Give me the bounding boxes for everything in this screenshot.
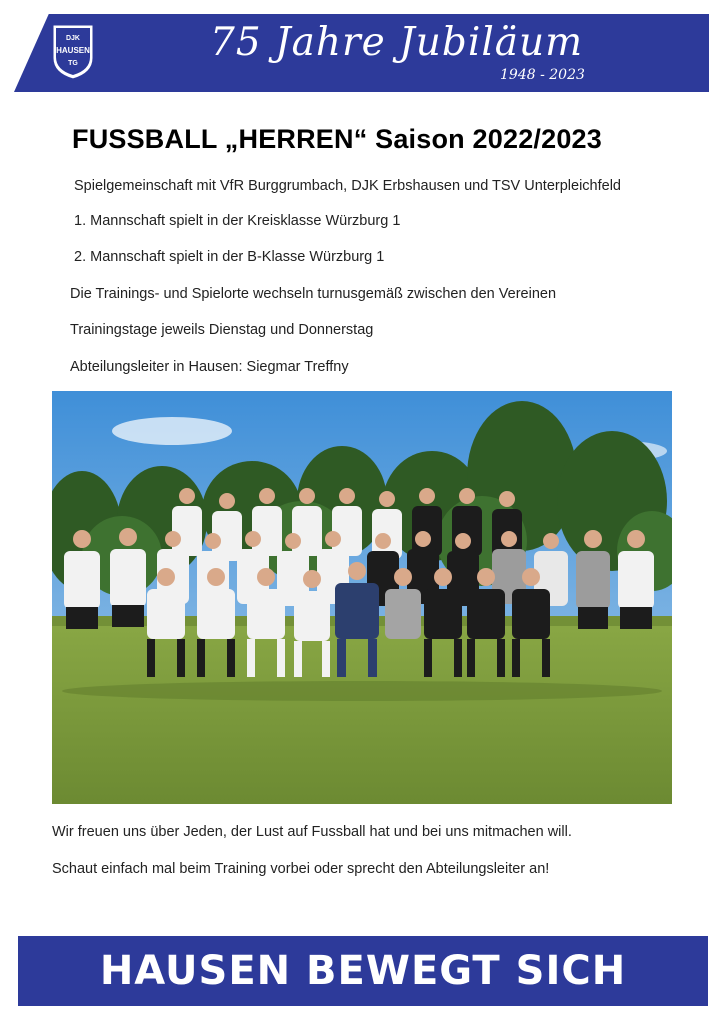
svg-text:HAUSEN: HAUSEN	[56, 46, 90, 55]
team-photo	[52, 391, 672, 804]
info-line-first-team: 1. Mannschaft spielt in der Kreisklasse Würzburg 1	[74, 213, 401, 229]
info-line-second-team: 2. Mannschaft spielt in der B-Klasse Würzburg 1	[74, 249, 385, 265]
jubilee-years: 1948 - 2023	[500, 67, 585, 83]
closing-line-invite: Wir freuen uns über Jeden, der Lust auf Fussball hat und bei uns mitmachen will.	[52, 824, 572, 840]
info-line-department-head: Abteilungsleiter in Hausen: Siegmar Treffny	[70, 359, 349, 375]
info-line-training-days: Trainingstage jeweils Dienstag und Donnerstag	[70, 322, 374, 338]
info-line-locations: Die Trainings- und Spielorte wechseln turnusgemäß zwischen den Vereinen	[70, 286, 557, 302]
jubilee-title: 75 Jahre Jubiläum	[210, 20, 584, 65]
info-line-partnership: Spielgemeinschaft mit VfR Burggrumbach, DJK Erbshausen und TSV Unterpleichfeld	[74, 178, 621, 194]
svg-text:TG: TG	[68, 60, 78, 67]
footer-banner	[18, 936, 708, 1006]
svg-text:DJK: DJK	[65, 35, 81, 42]
club-logo	[48, 20, 98, 82]
footer-slogan: HAUSEN BEWEGT SICH	[99, 948, 627, 994]
closing-line-visit: Schaut einfach mal beim Training vorbei oder sprecht den Abteilungsleiter an!	[52, 861, 550, 877]
page-title: FUSSBALL „HERREN“ Saison 2022/2023	[72, 124, 602, 154]
